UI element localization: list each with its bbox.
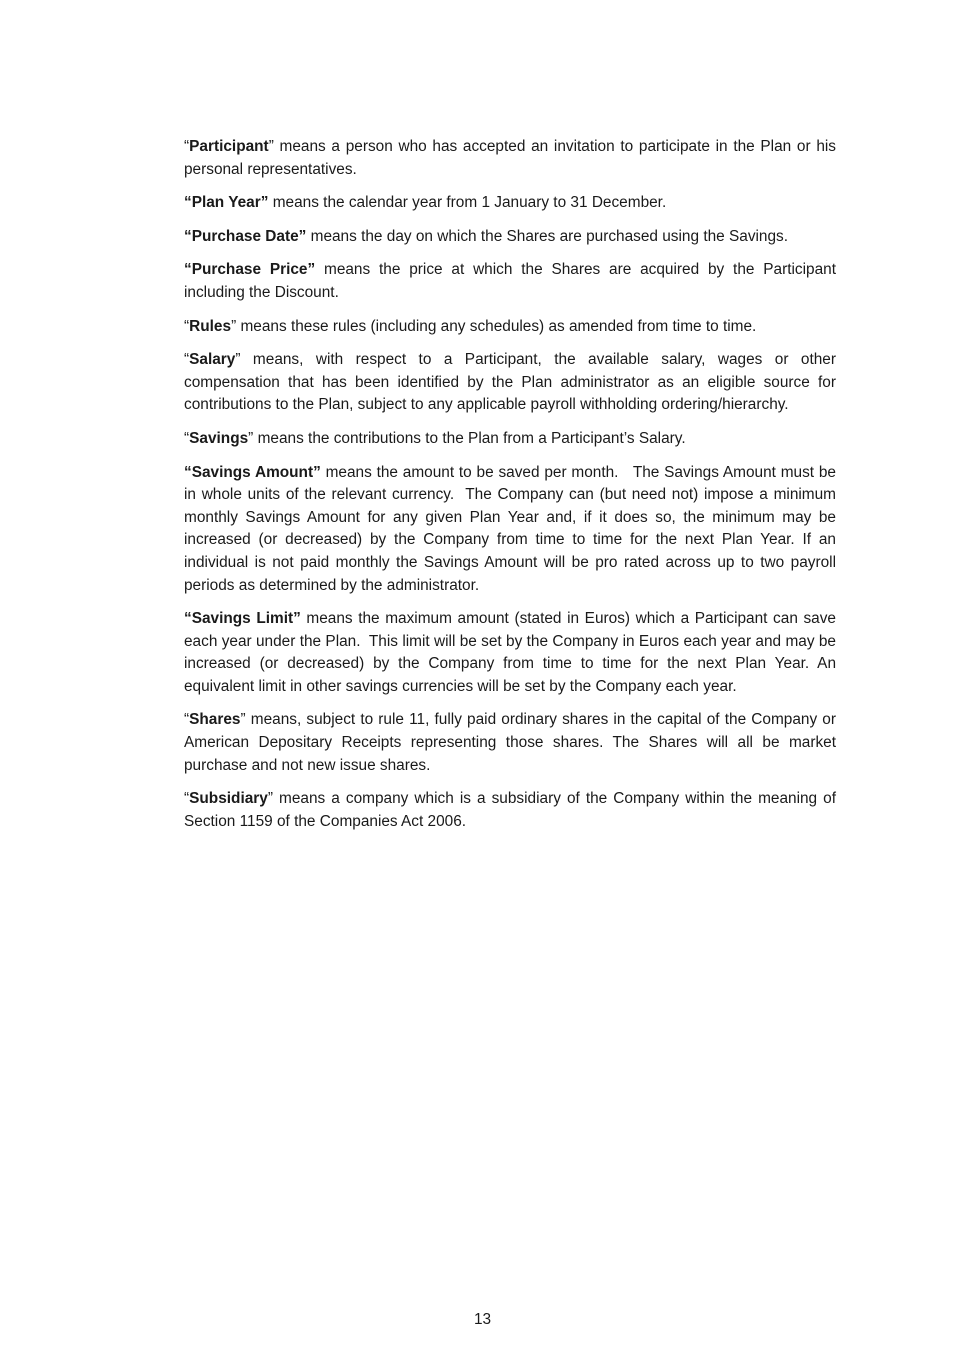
definition-text: means the day on which the Shares are purchased using the Savings.	[306, 227, 789, 245]
open-quote: “	[184, 138, 190, 155]
open-quote: “	[184, 610, 192, 628]
defined-term: Savings	[189, 429, 249, 447]
close-quote: ”	[268, 138, 274, 155]
defined-term: Shares	[189, 711, 241, 729]
open-quote: “	[184, 261, 192, 279]
definition-participant	[184, 136, 836, 181]
definitions-section	[184, 136, 836, 844]
open-quote: “	[184, 317, 190, 335]
defined-term: Rules	[189, 317, 232, 335]
definition-text: means the calendar year from 1 January to 31 December.	[268, 194, 667, 212]
definition-text: means these rules (including any schedules) as amended from time to time.	[236, 317, 757, 335]
defined-term: Participant	[189, 138, 269, 155]
defined-term: Plan Year”	[191, 194, 269, 212]
open-quote: “	[184, 227, 192, 245]
close-quote: ”	[248, 429, 254, 447]
close-quote: ”	[267, 790, 273, 808]
defined-term: Savings Amount”	[191, 463, 321, 481]
definition-purchase-price	[184, 259, 836, 304]
open-quote: “	[184, 194, 192, 212]
open-quote: “	[184, 711, 190, 729]
defined-term: Purchase Date”	[191, 227, 307, 245]
definition-text: means the price at which the Shares are acquired by the Participant including the Discount.	[184, 261, 836, 301]
definition-shares	[184, 709, 836, 777]
open-quote: “	[184, 463, 192, 481]
definition-purchase-date	[184, 226, 836, 249]
open-quote: “	[184, 351, 190, 369]
definition-text: means, with respect to a Participant, the available salary, wages or other compensation that has been identified by the Plan administrator as an eligible source for contributions to the Plan, subject to any applicable payroll withholding ordering/hierarchy.	[184, 351, 836, 414]
close-quote: ”	[235, 351, 241, 369]
close-quote: ”	[231, 317, 237, 335]
definition-text: means the amount to be saved per month. The Savings Amount must be in whole units of the relevant currency. The Company can (but need not) impose a minimum monthly Savings Amount for any given Plan Year and, if it does so, the minimum may be increased (or decreased) by the Company from time to time for the next Plan Year. If an individual is not paid monthly the Savings Amount will be pro rated across up to two payroll periods as determined by the administrator.	[184, 463, 836, 594]
page-number: 13	[473, 1311, 492, 1328]
open-quote: “	[184, 429, 190, 447]
definition-savings	[184, 428, 836, 451]
close-quote: ”	[240, 711, 246, 729]
definition-savings-amount	[184, 462, 836, 598]
definition-subsidiary	[184, 788, 836, 833]
definition-text: means the maximum amount (stated in Euros) which a Participant can save each year under the Plan. This limit will be set by the Company in Euros each year and may be increased (or decreased) by the Company from time to time for the next Plan Year. An equivalent limit in other savings currencies will be set by the Company each year.	[184, 610, 836, 695]
defined-term: Subsidiary	[189, 790, 268, 808]
definition-plan-year	[184, 192, 836, 215]
definition-savings-limit	[184, 608, 836, 698]
definition-text: means, subject to rule 11, fully paid ordinary shares in the capital of the Company or American Depositary Receipts representing those shares. The Shares will all be market purchase and not new issue shares.	[184, 711, 836, 774]
definition-rules	[184, 316, 836, 339]
definition-text: means a person who has accepted an invitation to participate in the Plan or his personal representatives.	[184, 138, 836, 178]
defined-term: Savings Limit”	[191, 610, 301, 628]
defined-term: Purchase Price”	[191, 261, 316, 279]
defined-term: Salary	[189, 351, 236, 369]
open-quote: “	[184, 790, 190, 808]
definition-salary	[184, 349, 836, 417]
definition-text: means the contributions to the Plan from a Participant’s Salary.	[253, 429, 686, 447]
definition-text: means a company which is a subsidiary of the Company within the meaning of Section 1159 of the Companies Act 2006.	[184, 790, 836, 830]
